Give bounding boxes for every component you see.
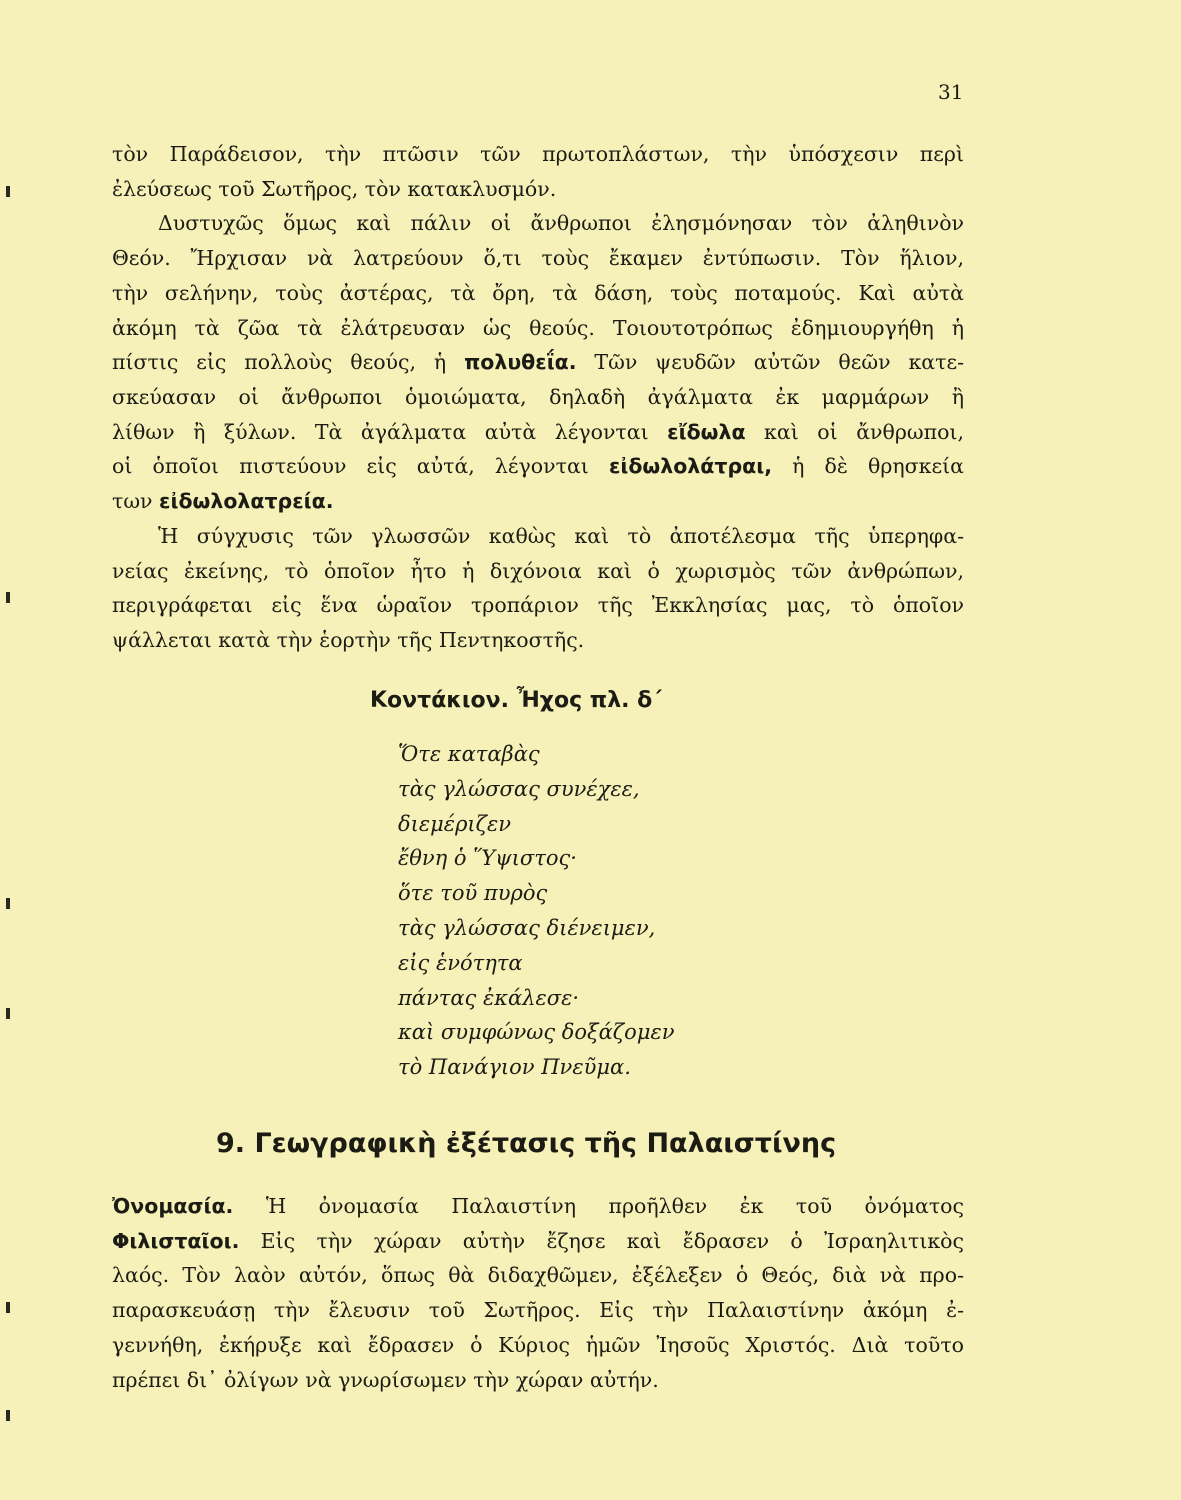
term-idols: εἴδωλα [667,419,746,444]
text-run: οἱ ὁποῖοι πιστεύουν εἰς αὐτά, λέγονται [112,454,609,479]
term-philistines: Φιλισταῖοι. [112,1228,240,1253]
text-line: Δυστυχῶς ὅμως καὶ πάλιν οἱ ἄνθρωποι ἐλησμόνησαν τὸν ἀληθινὸν [158,211,964,236]
margin-mark [6,1302,10,1313]
margin-mark [6,592,10,603]
margin-mark [6,1008,10,1019]
hymn-line: τὸ Πανάγιον Πνεῦμα. [398,1055,631,1080]
hymn-line: πάντας ἐκάλεσε· [398,985,580,1010]
text-run: ἡ δὲ θρησκεία [771,454,964,479]
hymn-line: εἰς ἑνότητα [398,950,523,975]
text-line [112,345,964,380]
paragraph-babel [112,519,964,658]
section-heading: 9. Γεωγραφικὴ ἐξέτασις τῆς Παλαιστίνης [216,1128,837,1159]
text-run: Τῶν ψευδῶν αὐτῶν θεῶν κατε- [576,350,965,375]
hymn-title: Κοντάκιον. Ἦχος πλ. δ΄ [370,688,662,713]
text-line: νείας ἐκείνης, τὸ ὁποῖον ἦτο ἡ διχόνοια καὶ ὁ χωρισμὸς τῶν ἀνθρώπων, [112,558,964,583]
text-line: ἀκόμη τὰ ζῶα τὰ ἐλάτρευσαν ὡς θεούς. Τοιουτοτρόπως ἐδημιουργήθη ἡ [112,315,964,340]
text-run: καὶ οἱ ἄνθρωποι, [745,419,964,444]
text-run: λίθων ἢ ξύλων. Τὰ ἀγάλματα αὐτὰ λέγονται [112,419,668,444]
term-idolatry: εἰδωλολατρεία. [159,489,334,514]
hymn-line: καὶ συμφώνως δοξάζομεν [398,1020,675,1045]
text-run: Εἰς τὴν χώραν αὐτὴν ἔζησε καὶ ἔδρασεν ὁ Ἰσραηλιτικὸς [239,1228,964,1253]
text-line: πρέπει δι᾽ ὀλίγων νὰ γνωρίσωμεν τὴν χώραν αὐτήν. [112,1367,659,1392]
text-line: περιγράφεται εἰς ἕνα ὡραῖον τροπάριον τῆς Ἐκκλησίας μας, τὸ ὁποῖον [112,593,964,618]
text-run: των [112,489,160,514]
paragraph-palestine [112,1189,964,1397]
text-line [112,1189,964,1224]
text-line: Ἡ σύγχυσις τῶν γλωσσῶν καθὼς καὶ τὸ ἀποτέλεσμα τῆς ὑπερηφα- [158,524,964,548]
text-line: τὸν Παράδεισον, τὴν πτῶσιν τῶν πρωτοπλάστων, τὴν ὑπόσχεσιν περὶ [112,142,964,166]
term-naming: Ὀνομασία. [112,1194,234,1218]
text-run: πίστις εἰς πολλοὺς θεούς, ἡ [112,350,465,375]
margin-mark [6,898,10,909]
margin-mark [6,1410,10,1421]
hymn-line: διεμέριζεν [398,811,512,836]
text-line [112,1224,964,1259]
term-polytheism: πολυθεΐα. [464,350,577,375]
text-line: τὴν σελήνην, τοὺς ἀστέρας, τὰ ὄρη, τὰ δάση, τοὺς ποταμούς. Καὶ αὐτὰ [112,280,964,305]
text-line [112,449,964,484]
text-line [112,415,964,450]
hymn-line: ἔθνη ὁ Ὕψιστος· [398,846,577,871]
text-line: σκεύασαν οἱ ἄνθρωποι ὁμοιώματα, δηλαδὴ ἀγάλματα ἐκ μαρμάρων ἢ [112,384,964,409]
paragraph-creation [112,137,964,519]
text-line: λαός. Τὸν λαὸν αὐτόν, ὅπως θὰ διδαχθῶμεν, ἐξέλεξεν ὁ Θεός, διὰ νὰ προ- [112,1263,964,1288]
hymn-line: ὅτε τοῦ πυρὸς [398,881,548,906]
page-number: 31 [938,80,964,104]
text-run: Ἡ ὀνομασία Παλαιστίνη προῆλθεν ἐκ τοῦ ὀνόματος [233,1194,964,1218]
text-line [112,484,964,519]
margin-mark [6,186,10,197]
text-line: γεννήθη, ἐκήρυξε καὶ ἔδρασεν ὁ Κύριος ἡμῶν Ἰησοῦς Χριστός. Διὰ τοῦτο [112,1332,964,1357]
hymn-line: τὰς γλώσσας διένειμεν, [398,915,656,940]
hymn-verses [398,737,675,1085]
hymn-line: Ὅτε καταβὰς [398,742,540,766]
hymn-line: τὰς γλώσσας συνέχεε, [398,776,640,801]
text-line: ἐλεύσεως τοῦ Σωτῆρος, τὸν κατακλυσμόν. [112,176,557,201]
text-line: Θεόν. Ἤρχισαν νὰ λατρεύουν ὅ,τι τοὺς ἔκαμεν ἐντύπωσιν. Τὸν ἥλιον, [112,246,964,271]
text-line: ψάλλεται κατὰ τὴν ἑορτὴν τῆς Πεντηκοστῆς. [112,628,585,653]
text-line: παρασκευάσῃ τὴν ἔλευσιν τοῦ Σωτῆρος. Εἰς τὴν Παλαιστίνην ἀκόμη ἐ- [112,1298,964,1323]
term-idolaters: εἰδωλολάτραι, [608,454,772,479]
